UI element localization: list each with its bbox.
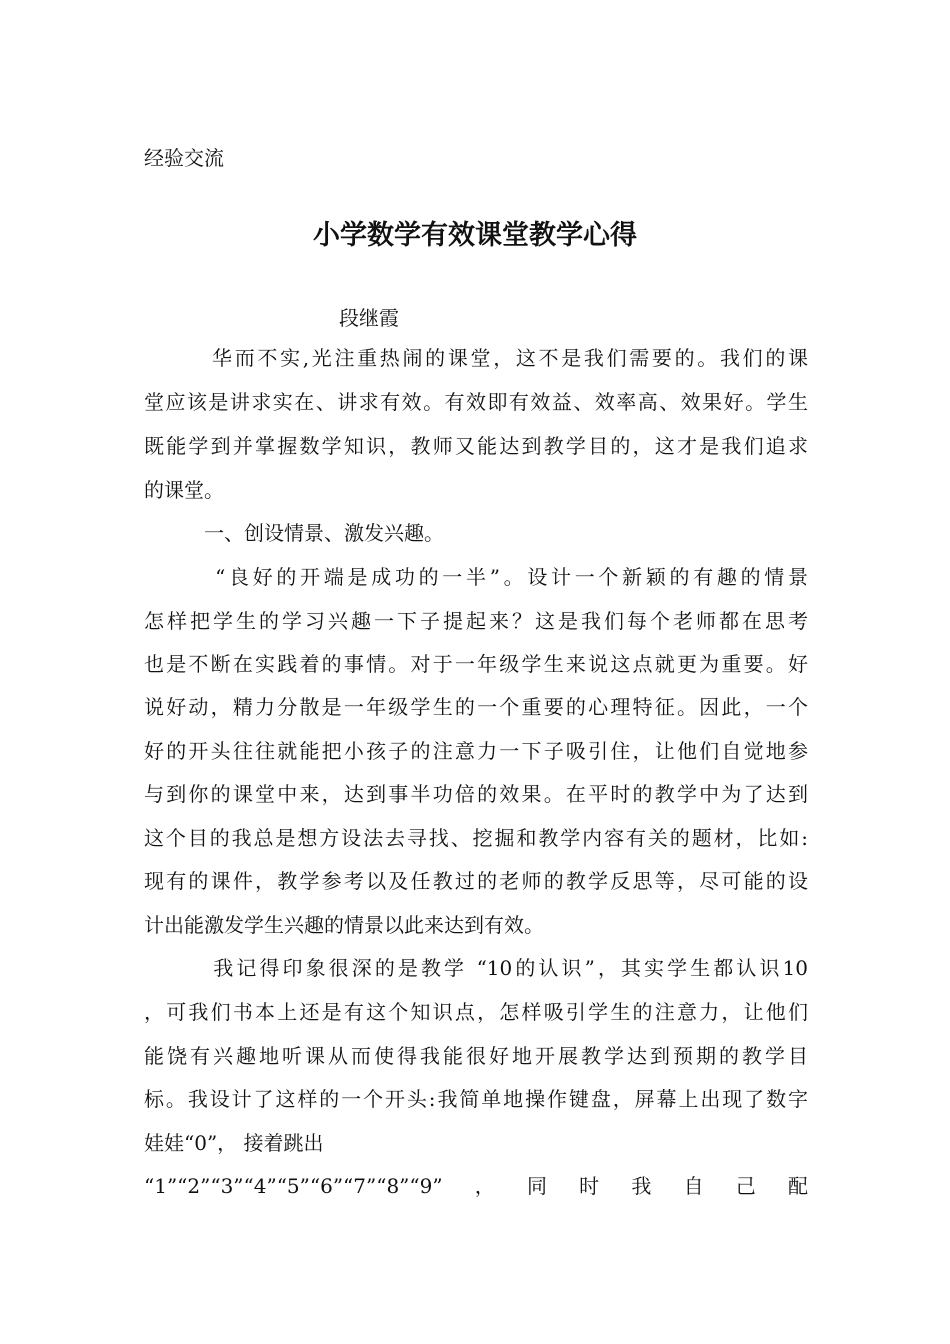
body-line: 华而不实,光注重热闹的课堂，这不是我们需要的。我们的课 — [144, 346, 808, 370]
body-line: “1”“2”“3”“4”“5”“6”“7”“8”“9”，同时我自己配 — [144, 1174, 808, 1198]
category-label: 经验交流 — [144, 146, 224, 170]
body-line: 怎样把学生的学习兴趣一下子提起来？这是我们每个老师都在思考 — [144, 609, 808, 633]
body-line: 与到你的课堂中来，达到事半功倍的效果。在平时的教学中为了达到 — [144, 782, 808, 806]
body-line: 标。我设计了这样的一个开头:我简单地操作键盘，屏幕上出现了数字 — [144, 1087, 808, 1111]
body-line: 堂应该是讲求实在、讲求有效。有效即有效益、效率高、效果好。学生 — [144, 390, 808, 414]
section-heading: 一、创设情景、激发兴趣。 — [144, 521, 444, 545]
body-line: 娃娃“0”， 接着跳出 — [144, 1131, 324, 1155]
body-line: “良好的开端是成功的一半”。设计一个新颖的有趣的情景 — [144, 565, 808, 589]
body-line: 这个目的我总是想方设法去寻找、挖掘和教学内容有关的题材，比如: — [144, 826, 808, 850]
body-line: 也是不断在实践着的事情。对于一年级学生来说这点就更为重要。好 — [144, 652, 808, 676]
body-line: 说好动，精力分散是一年级学生的一个重要的心理特征。因此，一个 — [144, 695, 808, 719]
body-line: 计出能激发学生兴趣的情景以此来达到有效。 — [144, 913, 544, 937]
body-line: 既能学到并掌握数学知识，教师又能达到教学目的，这才是我们追求 — [144, 434, 808, 458]
body-line: 现有的课件，教学参考以及任教过的老师的教学反思等，尽可能的设 — [144, 869, 808, 893]
body-line: 好的开头往往就能把小孩子的注意力一下子吸引住，让他们自觉地参 — [144, 739, 808, 763]
article-title: 小学数学有效课堂教学心得 — [313, 220, 637, 251]
body-line: 的课堂。 — [144, 478, 224, 502]
body-line: ，可我们书本上还是有这个知识点，怎样吸引学生的注意力，让他们 — [144, 1000, 808, 1024]
author-name: 段继霞 — [339, 306, 399, 330]
body-line: 能饶有兴趣地听课从而使得我能很好地开展教学达到预期的教学目 — [144, 1044, 808, 1068]
body-line: 我记得印象很深的是教学 “10的认识”，其实学生都认识10 — [144, 956, 808, 980]
